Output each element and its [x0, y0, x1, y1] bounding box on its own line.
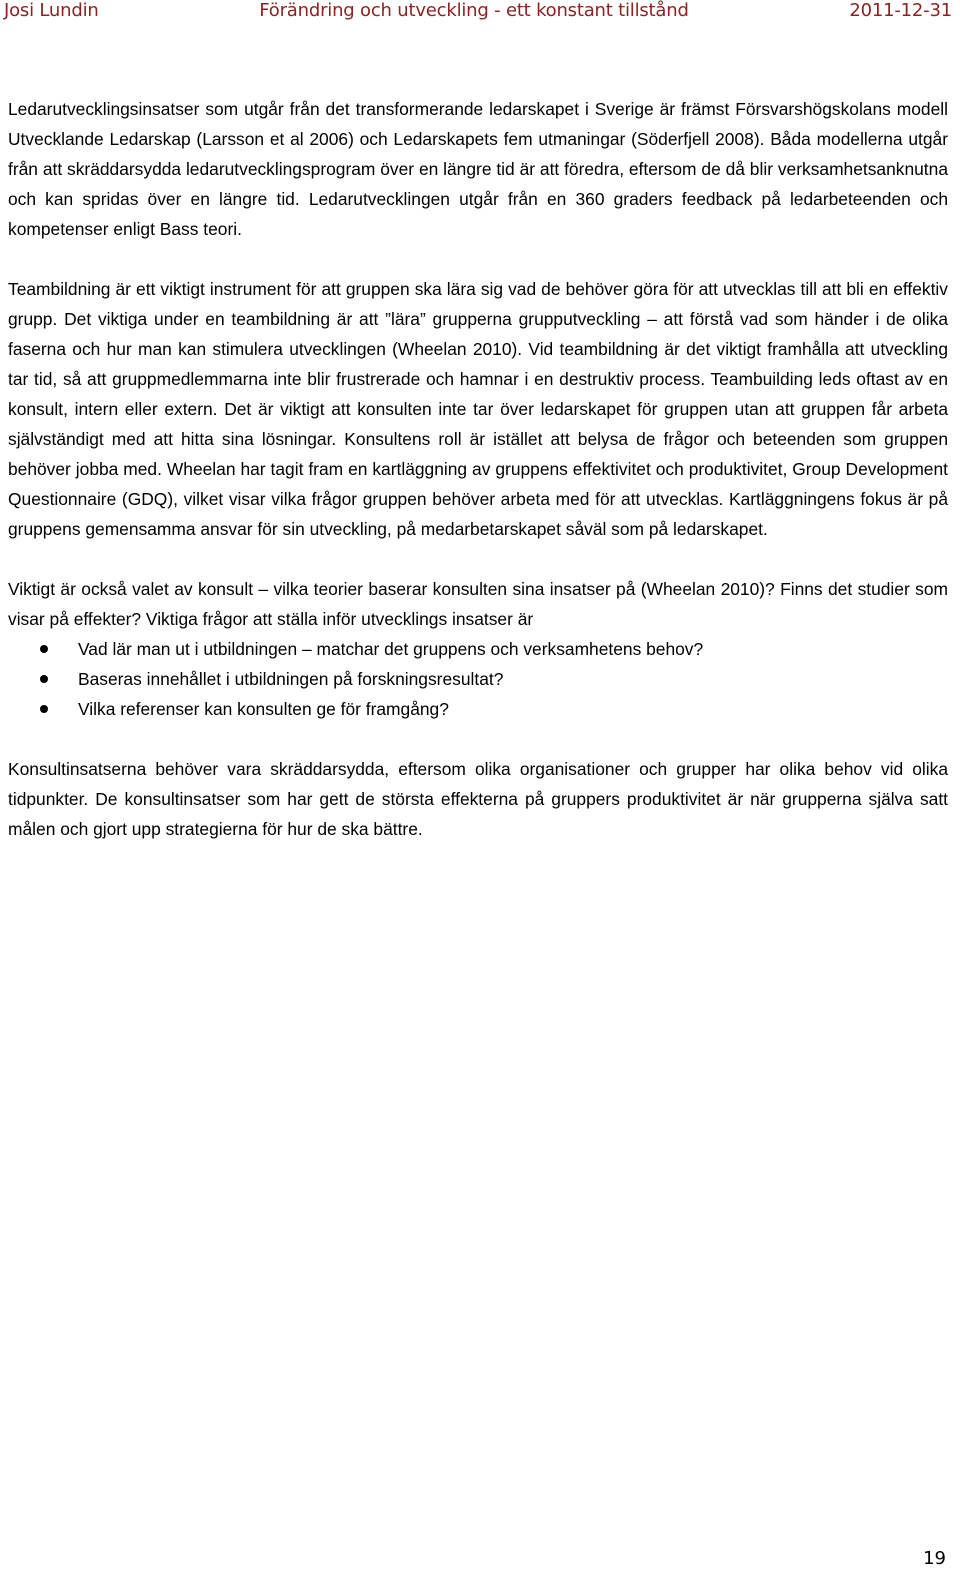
- list-item: [8, 634, 948, 664]
- paragraph-consultant-choice: Viktigt är också valet av konsult – vilka teorier baserar konsulten sina insatser på (Wheelan 2010)? Finns det studier som visar på effekter? Viktiga frågor att ställa inför utvecklings insatser är: [8, 579, 948, 629]
- list-item-text: Vad lär man ut i utbildningen – matchar det gruppens och verksamhetens behov?: [78, 639, 704, 659]
- question-list: [8, 634, 948, 724]
- list-item-text: Vilka referenser kan konsulten ge för framgång?: [78, 699, 449, 719]
- header-date: 2011-12-31: [849, 0, 952, 21]
- bullet-icon: [40, 645, 48, 653]
- list-item: [8, 694, 948, 724]
- page-header: [4, 0, 952, 30]
- bullet-icon: [40, 705, 48, 713]
- header-author: Josi Lundin: [4, 0, 99, 21]
- page-number: 19: [923, 1548, 946, 1569]
- list-item: [8, 664, 948, 694]
- list-item-text: Baseras innehållet i utbildningen på forskningsresultat?: [78, 669, 504, 689]
- bullet-icon: [40, 675, 48, 683]
- document-body: [8, 94, 948, 844]
- paragraph-tailored-consulting: Konsultinsatserna behöver vara skräddarsydda, eftersom olika organisationer och grupper har olika behov vid olika tidpunkter. De konsultinsatser som har gett de största effekterna på gruppers produktivitet är när grupperna själva satt målen och gjort upp strategierna för hur de ska bättre.: [8, 759, 948, 839]
- paragraph-leadership-development: Ledarutvecklingsinsatser som utgår från det transformerande ledarskapet i Sverige är främst Försvarshögskolans modell Utvecklande Ledarskap (Larsson et al 2006) och Ledarskapets fem utmaningar (Söderfjell 2008). Båda modellerna utgår från att skräddarsydda ledarutvecklingsprogram över en längre tid är att föredra, eftersom de då blir verksamhetsanknutna och kan spridas över en längre tid. Ledarutvecklingen utgår från en 360 graders feedback på ledarbeteenden och kompetenser enligt Bass teori.: [8, 99, 948, 239]
- header-title: Förändring och utveckling - ett konstant tillstånd: [259, 0, 689, 21]
- paragraph-teambuilding: Teambildning är ett viktigt instrument för att gruppen ska lära sig vad de behöver göra för att utvecklas till att bli en effektiv grupp. Det viktiga under en teambildning är att ”lära” grupperna grupputveckling – att förstå vad som händer i de olika faserna och hur man kan stimulera utvecklingen (Wheelan 2010). Vid teambildning är det viktigt framhålla att utveckling tar tid, så att gruppmedlemmarna inte blir frustrerade och hamnar i en destruktiv process. Teambuilding leds oftast av en konsult, intern eller extern. Det är viktigt att konsulten inte tar över ledarskapet för gruppen utan att gruppen får arbeta självständigt med att hitta sina lösningar. Konsultens roll är istället att belysa de frågor och beteenden som gruppen behöver jobba med. Wheelan har tagit fram en kartläggning av gruppens effektivitet och produktivitet, Group Development Questionnaire (GDQ), vilket visar vilka frågor gruppen behöver arbeta med för att utvecklas. Kartläggningens fokus är på gruppens gemensamma ansvar för sin utveckling, på medarbetarskapet såväl som på ledarskapet.: [8, 279, 948, 539]
